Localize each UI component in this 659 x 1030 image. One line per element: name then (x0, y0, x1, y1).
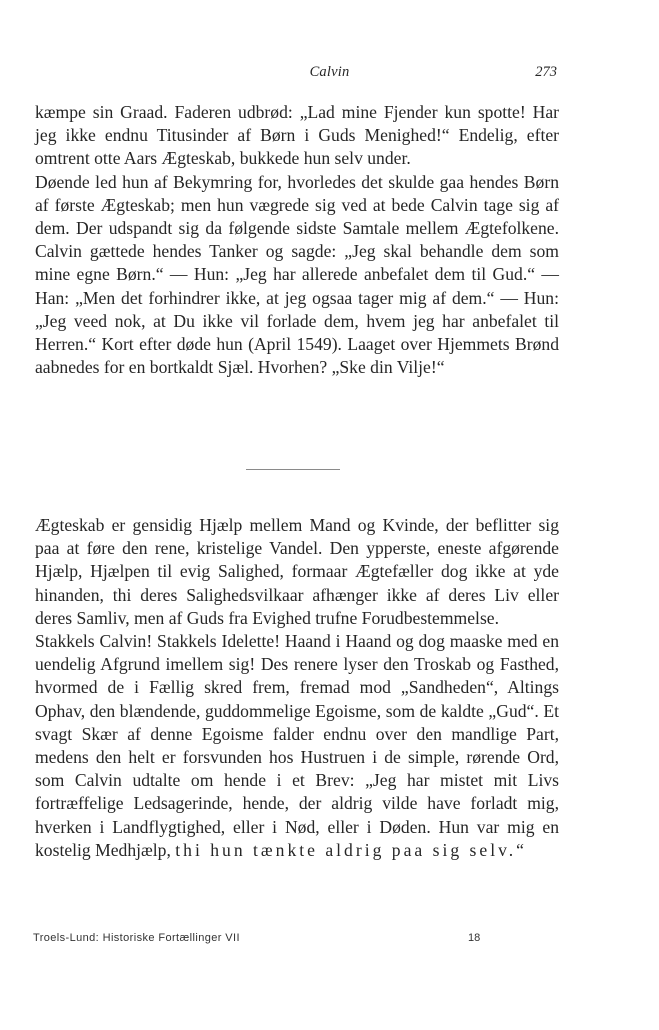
paragraph: Ægteskab er gensidig Hjælp mellem Mand og Kvinde, der beflitter sig paa at føre den rene, kristelige Vandel. Den ypperste, eneste afgørende Hjælp, Hjælpen til evig Salighed, formaar Ægtefæller dog ikke at yde hinanden, thi deres Salighedsvilkaar afhænger ikke af deres Liv eller deres Samliv, men af Guds fra Evighed trufne Forudbestemmelse. (35, 515, 559, 628)
footer-signature-mark: 18 (468, 932, 481, 944)
paragraph-text: Stakkels Calvin! Stakkels Idelette! Haand i Haand og dog maaske med en uendelig Afgrund imellem sig! Des renere lyser den Troskab og Fasthed, hvormed de i Fællig skred frem, fremad mod „Sandheden“, Altings Ophav, den blændende, guddommelige Egoisme, som de kaldte „Gud“. Et svagt Skær af denne Egoisme falder endnu over den mandlige Part, medens den helt er forsvunden hos Hustruen i de simple, rørende Ord, som Calvin udtalte om hende i et Brev: „Jeg har mistet mit Livs fortræffelige Ledsagerinde, hende, der aldrig vilde have forladt mig, hverken i Landflygtighed, eller i Nød, eller i Døden. Hun var mig en kostelig Medhjælp, (35, 631, 559, 860)
section-divider (246, 469, 340, 470)
text-block-after-rule (35, 514, 559, 862)
paragraph: kæmpe sin Graad. Faderen udbrød: „Lad mine Fjender kun spotte! Har jeg ikke endnu Titusinder af Børn i Guds Menighed!“ Endelig, efter omtrent otte Aars Ægteskab, bukkede hun selv under. (35, 102, 559, 169)
paragraph (35, 630, 559, 862)
page-number: 273 (535, 64, 557, 80)
paragraph: Døende led hun af Bekymring for, hvorledes det skulde gaa hendes Børn af første Ægteskab; men hun vægrede sig ved at bede Calvin tage sig af dem. Der udspandt sig da følgende sidste Samtale mellem Ægtefolkene. Calvin gættede hendes Tanker og sagde: „Jeg skal behandle dem som mine egne Børn.“ — Hun: „Jeg har allerede anbefalet dem til Gud.“ — Han: „Men det forhindrer ikke, at jeg ogsaa tager mig af dem.“ — Hun: „Jeg veed nok, at Du ikke vil forlade dem, hvem jeg har anbefalet til Herren.“ Kort efter døde hun (April 1549). Laaget over Hjemmets Brønd aabnedes for en bortkaldt Sjæl. Hvorhen? „Ske din Vilje!“ (35, 171, 559, 378)
emphasized-text: thi hun tænkte aldrig paa sig selv.“ (175, 839, 527, 860)
footer-book-title: Troels-Lund: Historiske Fortællinger VII (33, 932, 240, 944)
running-title: Calvin (309, 64, 350, 80)
text-block-before-rule (35, 101, 559, 379)
